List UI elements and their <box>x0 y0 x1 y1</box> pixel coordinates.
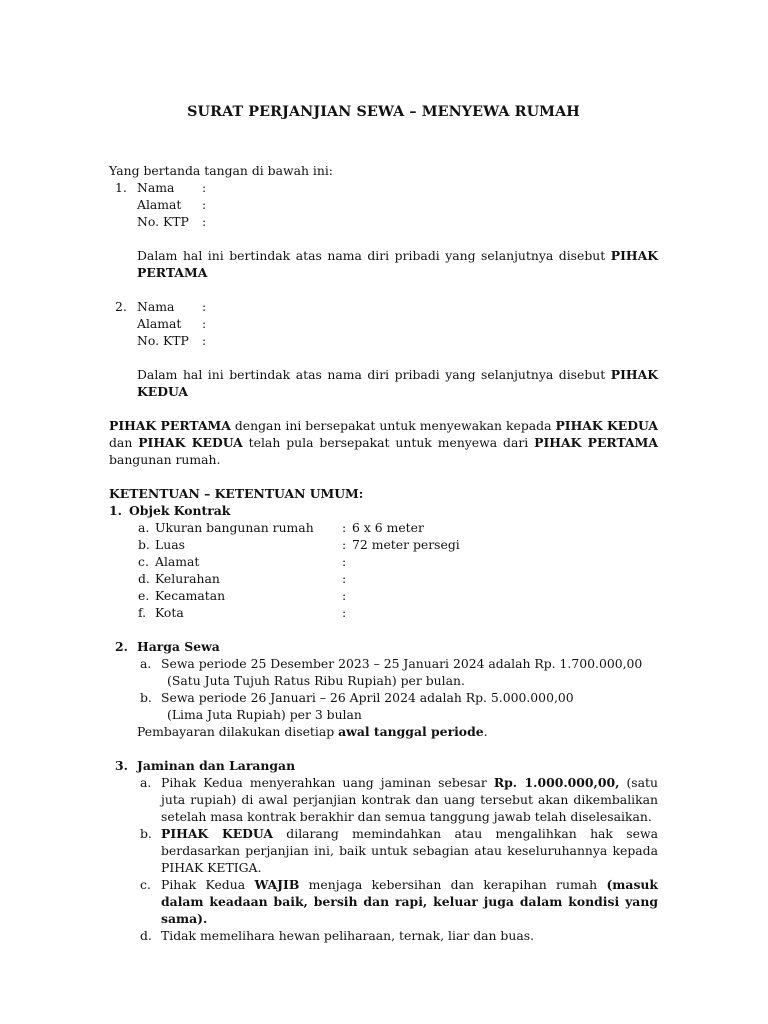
field-label: Alamat <box>137 197 182 212</box>
item-letter: f. <box>138 605 147 620</box>
item-colon: : <box>342 605 347 620</box>
jaminan-item-c: c. Pihak Kedua WAJIB menjaga kebersihan dan kerapihan rumah (masuk dalam keadaan baik, bersih dan rapi, keluar juga dalam kondisi yang sama). <box>140 877 659 926</box>
harga-sewa-item-b: b. Sewa periode 26 Januari – 26 April 2024 adalah Rp. 5.000.000,00 (Lima Juta Rupiah) per 3 bulan <box>140 690 574 722</box>
item-value: 72 meter persegi <box>352 537 460 552</box>
jaminan-item-a: a. Pihak Kedua menyerahkan uang jaminan sebesar Rp. 1.000.000,00, (satu juta rupiah) di awal perjanjian kontrak dan uang tersebut akan dikembalikan setelah masa kontrak berakhir dan semua tanggung jawab telah diselesaikan. <box>140 775 659 824</box>
item-label: Kota <box>155 605 184 620</box>
item-colon: : <box>342 588 347 603</box>
field-colon: : <box>202 180 207 195</box>
general-provisions-heading: KETENTUAN – KETENTUAN UMUM: <box>109 486 364 501</box>
party-1-block <box>109 179 658 281</box>
document-title: SURAT PERJANJIAN SEWA – MENYEWA RUMAH <box>187 104 580 120</box>
intro-text: Yang bertanda tangan di bawah ini: <box>109 163 333 178</box>
jaminan-item-b: b. PIHAK KEDUA dilarang memindahkan atau mengalihkan hak sewa berdasarkan perjanjian ini, baik untuk sebagian atau keseluruhannya kepada PIHAK KETIGA. <box>140 826 658 875</box>
item-colon: : <box>342 520 347 535</box>
section-1-heading: 1. Objek Kontrak <box>109 503 231 518</box>
party-1-ktp-row <box>137 213 658 230</box>
party-2-role: PIHAK KEDUA <box>137 367 658 399</box>
item-colon: : <box>342 554 347 569</box>
party-1-nama-row <box>137 179 658 196</box>
item-label: Ukuran bangunan rumah <box>155 520 314 535</box>
objek-kontrak-row <box>109 553 658 570</box>
objek-kontrak-list <box>109 519 658 621</box>
party-1-alamat-row <box>137 196 658 213</box>
item-label: Luas <box>155 537 185 552</box>
item-label: Kecamatan <box>155 588 226 603</box>
item-letter: d. <box>138 571 150 586</box>
objek-kontrak-row <box>109 604 658 621</box>
party-2-description: Dalam hal ini bertindak atas nama diri pribadi yang selanjutnya disebut PIHAK KEDUA <box>137 367 658 399</box>
objek-kontrak-row <box>109 587 658 604</box>
field-colon: : <box>202 299 207 314</box>
objek-kontrak-row <box>109 519 658 536</box>
party-1-number: 1. <box>115 180 127 195</box>
jaminan-item-d: d. Tidak memelihara hewan peliharaan, ternak, liar dan buas. <box>140 928 535 943</box>
payment-note: Pembayaran dilakukan disetiap awal tanggal periode. <box>137 724 488 739</box>
objek-kontrak-row <box>109 570 658 587</box>
section-3-heading: 3. Jaminan dan Larangan <box>115 758 296 773</box>
item-letter: a. <box>138 520 150 535</box>
party-2-number: 2. <box>115 299 127 314</box>
field-colon: : <box>202 333 207 348</box>
item-colon: : <box>342 537 347 552</box>
item-colon: : <box>342 571 347 586</box>
objek-kontrak-row <box>109 536 658 553</box>
field-label: Nama <box>137 299 175 314</box>
field-label: Nama <box>137 180 175 195</box>
item-value: 6 x 6 meter <box>352 520 424 535</box>
party-2-ktp-row <box>137 332 658 349</box>
party-1-role: PIHAK PERTAMA <box>137 248 658 280</box>
agreement-paragraph: PIHAK PERTAMA dengan ini bersepakat untuk menyewakan kepada PIHAK KEDUA dan PIHAK KEDUA telah pula bersepakat untuk menyewa dari PIHAK PERTAMA bangunan rumah. <box>109 418 659 467</box>
party-1-description: Dalam hal ini bertindak atas nama diri pribadi yang selanjutnya disebut PIHAK PERTAMA <box>137 248 658 280</box>
field-colon: : <box>202 214 207 229</box>
field-label: No. KTP <box>137 214 189 229</box>
field-label: Alamat <box>137 316 182 331</box>
item-label: Alamat <box>155 554 200 569</box>
item-letter: e. <box>138 588 150 603</box>
section-2-heading: 2. Harga Sewa <box>115 639 220 654</box>
document-body <box>109 102 658 944</box>
harga-sewa-item-a: a. Sewa periode 25 Desember 2023 – 25 Januari 2024 adalah Rp. 1.700.000,00 (Satu Juta Tujuh Ratus Ribu Rupiah) per bulan. <box>140 656 643 688</box>
party-2-nama-row <box>137 298 658 315</box>
item-letter: c. <box>138 554 149 569</box>
party-2-block <box>109 298 658 400</box>
field-label: No. KTP <box>137 333 189 348</box>
field-colon: : <box>202 316 207 331</box>
item-label: Kelurahan <box>155 571 220 586</box>
party-2-alamat-row <box>137 315 658 332</box>
field-colon: : <box>202 197 207 212</box>
item-letter: b. <box>138 537 150 552</box>
